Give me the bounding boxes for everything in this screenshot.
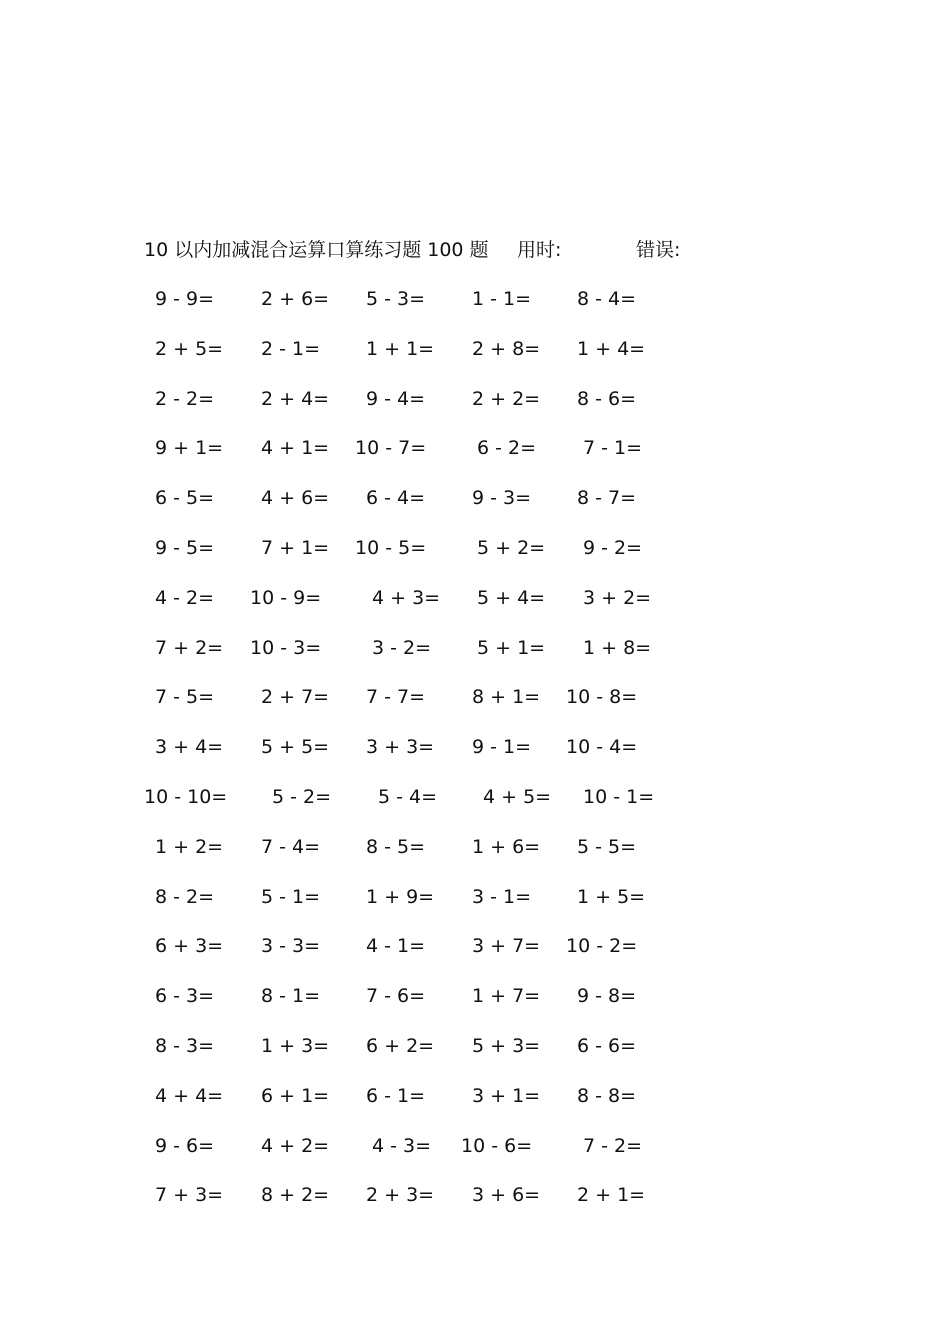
math-problem: 8 - 1= [261,985,321,1008]
math-problem: 9 + 1= [155,437,224,460]
math-problem: 2 + 7= [261,686,330,709]
math-problem: 9 - 6= [155,1134,215,1157]
problem-row [0,981,950,1011]
math-problem: 9 - 2= [583,537,643,559]
math-problem: 3 + 6= [472,1184,541,1207]
math-problem: 7 - 5= [155,686,215,709]
math-problem: 10 - 8= [566,686,638,709]
math-problem: 4 + 1= [261,437,330,460]
math-problem: 7 - 4= [261,835,321,858]
math-problem: 6 - 2= [477,437,537,460]
math-problem: 10 - 3= [250,636,322,659]
problem-row [0,533,950,563]
math-problem: 1 + 6= [472,835,541,858]
math-problem: 8 - 7= [577,487,637,510]
problem-row [0,583,950,613]
math-problem: 7 - 1= [583,437,643,460]
problem-row [0,732,950,762]
math-problem: 6 + 2= [366,1035,435,1057]
math-problem: 1 + 3= [261,1035,330,1057]
math-problem: 8 - 5= [366,835,426,858]
math-problem: 10 - 10= [144,786,228,808]
math-problem: 2 + 2= [472,387,541,410]
math-problem: 5 - 3= [366,288,426,310]
math-problem: 4 + 6= [261,487,330,510]
math-problem: 4 - 3= [372,1134,432,1157]
math-problem: 7 - 7= [366,686,426,709]
math-problem: 3 + 2= [583,586,652,609]
math-problem: 10 - 7= [355,437,427,460]
math-problem: 6 - 6= [577,1035,637,1057]
math-problem: 7 + 2= [155,636,224,659]
math-problem: 9 - 8= [577,985,637,1008]
math-problem: 7 + 3= [155,1184,224,1207]
time-used-label: 用时: [517,239,562,261]
math-problem: 3 + 4= [155,736,224,759]
math-problem: 4 + 3= [372,586,441,609]
problem-row [0,483,950,513]
math-problem: 6 - 1= [366,1084,426,1107]
math-problem: 7 + 1= [261,537,330,559]
math-problem: 6 + 3= [155,935,224,958]
math-problem: 3 + 1= [472,1084,541,1107]
math-problem: 10 - 1= [583,786,655,808]
math-problem: 8 - 6= [577,387,637,410]
problem-row [0,334,950,364]
math-problem: 10 - 5= [355,537,427,559]
math-problem: 8 + 2= [261,1184,330,1207]
math-problem: 9 - 5= [155,537,215,559]
math-problem: 6 - 5= [155,487,215,510]
math-problem: 5 + 2= [477,537,546,559]
problem-row [0,832,950,862]
math-problem: 7 - 6= [366,985,426,1008]
problem-row [0,1031,950,1061]
math-problem: 1 + 7= [472,985,541,1008]
math-problem: 2 + 6= [261,288,330,310]
math-problem: 5 + 1= [477,636,546,659]
math-problem: 2 + 4= [261,387,330,410]
problem-row [0,1081,950,1111]
math-problem: 9 - 1= [472,736,532,759]
math-problem: 4 - 2= [155,586,215,609]
math-problem: 10 - 9= [250,586,322,609]
math-problem: 9 - 4= [366,387,426,410]
math-problem: 2 + 1= [577,1184,646,1207]
math-problem: 1 + 9= [366,885,435,908]
math-problem: 10 - 6= [461,1134,533,1157]
math-problem: 8 - 8= [577,1084,637,1107]
math-problem: 5 - 2= [272,786,332,808]
problem-row [0,682,950,712]
math-problem: 2 + 5= [155,337,224,360]
math-problem: 2 + 8= [472,337,541,360]
math-problem: 4 + 4= [155,1084,224,1107]
math-problem: 5 + 5= [261,736,330,759]
math-problem: 5 + 4= [477,586,546,609]
problem-row [0,433,950,463]
math-problem: 1 - 1= [472,288,532,310]
math-problem: 5 - 1= [261,885,321,908]
math-problem: 1 + 1= [366,337,435,360]
math-problem: 1 + 4= [577,337,646,360]
problem-row [0,384,950,414]
math-problem: 9 - 9= [155,288,215,310]
math-problem: 4 + 5= [483,786,552,808]
math-problem: 3 + 3= [366,736,435,759]
math-problem: 8 - 2= [155,885,215,908]
problem-row [0,284,950,314]
math-problem: 3 - 1= [472,885,532,908]
problem-row [0,1180,950,1210]
math-problem: 2 - 1= [261,337,321,360]
math-problem: 2 - 2= [155,387,215,410]
math-problem: 3 + 7= [472,935,541,958]
math-problem: 1 + 2= [155,835,224,858]
problem-row [0,1131,950,1161]
math-problem: 8 + 1= [472,686,541,709]
problem-row [0,633,950,663]
problem-row [0,931,950,961]
math-problem: 5 - 5= [577,835,637,858]
math-problem: 6 + 1= [261,1084,330,1107]
math-problem: 10 - 2= [566,935,638,958]
math-problem: 4 - 1= [366,935,426,958]
math-problem: 5 + 3= [472,1035,541,1057]
math-problem: 8 - 3= [155,1035,215,1057]
math-problem: 6 - 4= [366,487,426,510]
math-problem: 7 - 2= [583,1134,643,1157]
math-problem: 8 - 4= [577,288,637,310]
math-problem: 1 + 5= [577,885,646,908]
math-problem: 10 - 4= [566,736,638,759]
problem-row [0,882,950,912]
math-problem: 9 - 3= [472,487,532,510]
math-problem: 4 + 2= [261,1134,330,1157]
math-problem: 2 + 3= [366,1184,435,1207]
math-problem: 5 - 4= [378,786,438,808]
math-problem: 3 - 3= [261,935,321,958]
worksheet-title: 10 以内加减混合运算口算练习题 100 题 [144,239,489,261]
math-problem: 6 - 3= [155,985,215,1008]
errors-label: 错误: [636,239,681,261]
math-problem: 3 - 2= [372,636,432,659]
math-problem: 1 + 8= [583,636,652,659]
problem-row [0,782,950,812]
